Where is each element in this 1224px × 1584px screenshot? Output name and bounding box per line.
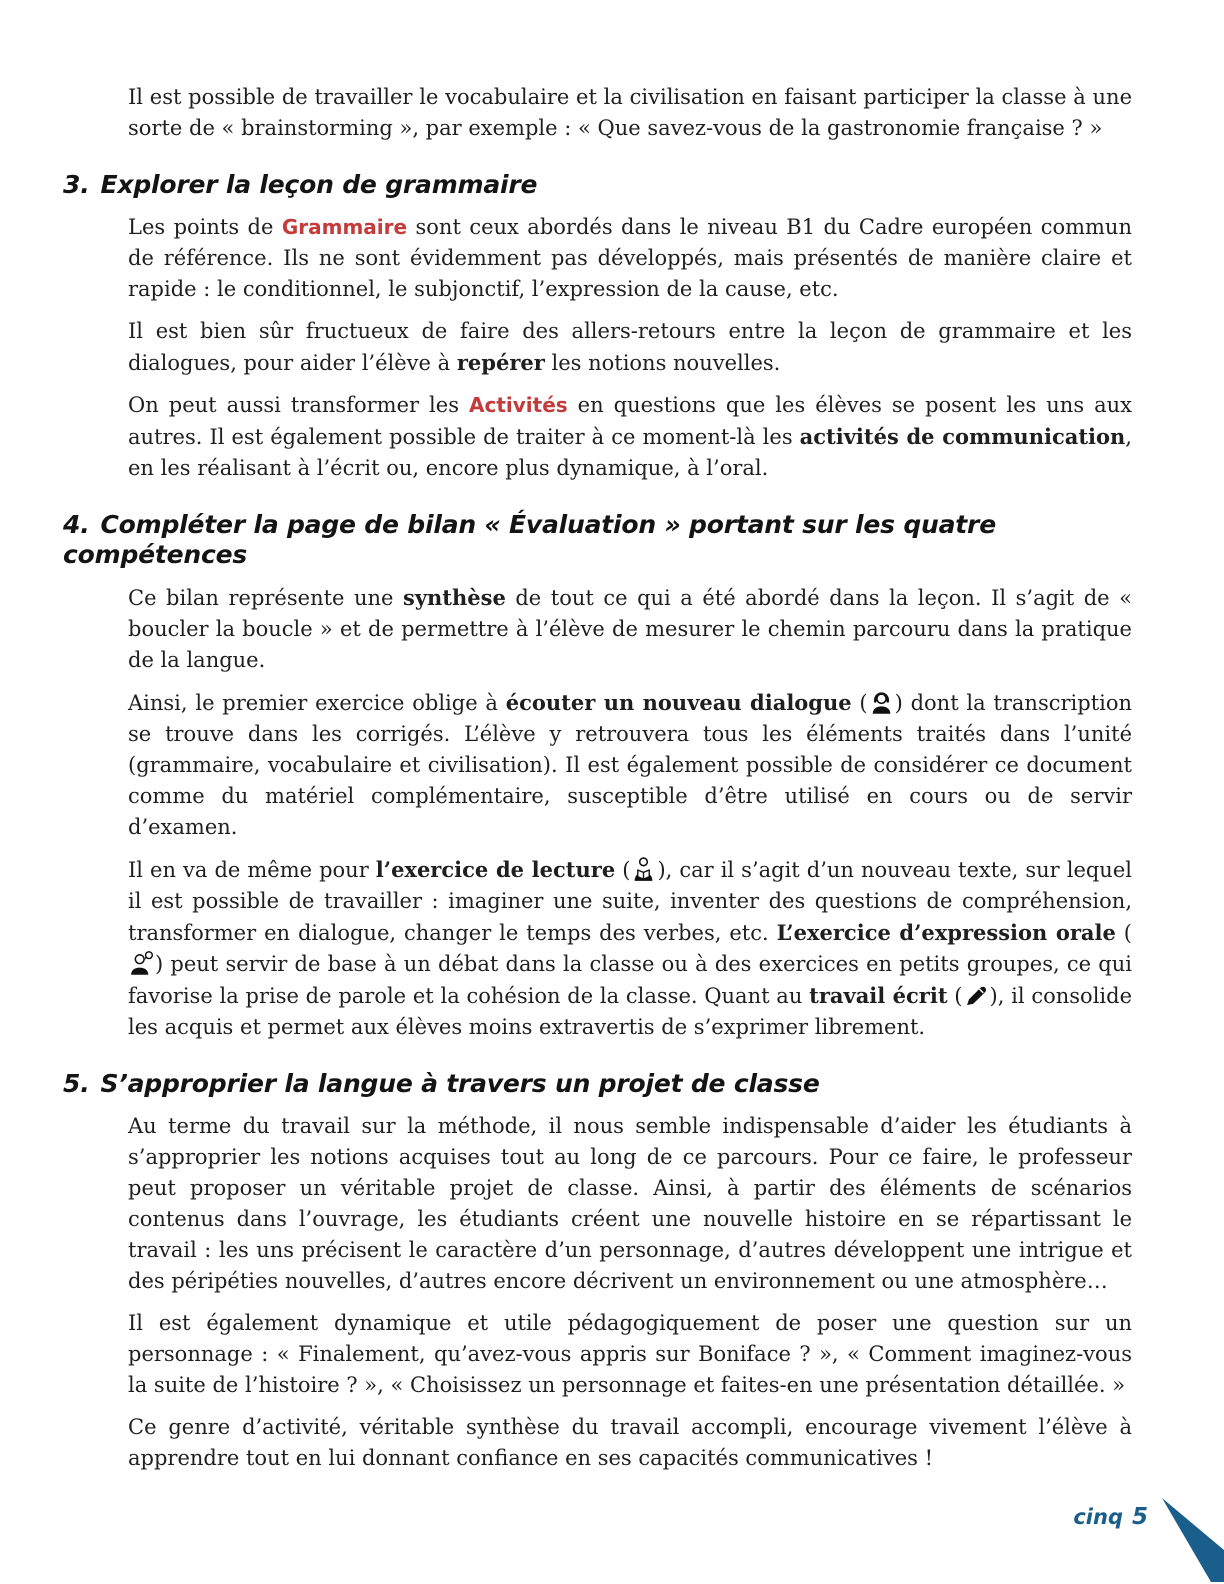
paragraph [128, 1412, 1132, 1474]
text-segment: synthèse [403, 585, 506, 610]
paragraph [128, 390, 1132, 484]
intro-paragraph [128, 82, 1132, 144]
page-content [63, 82, 1133, 1485]
text-segment: Ce bilan représente une [128, 586, 404, 610]
text-segment: de tout ce qui a été abordé dans la leçon. Il s’agit de « boucler la boucle » et de permettre à l’élève de mesurer le chemin parcouru dans la pratique de la langue. [128, 586, 1132, 672]
text-segment: travail écrit [809, 983, 948, 1008]
page-number: 5 [1131, 1504, 1148, 1530]
text-segment: Ainsi, le premier exercice oblige à [128, 691, 506, 715]
text-segment: Activités [468, 393, 568, 417]
text-segment: Il est bien sûr fructueux de faire des allers-retours entre la leçon de grammaire et les dialogues, pour aider l’élève à [128, 319, 1132, 375]
page-footer [1073, 1504, 1148, 1530]
section-heading-5 [63, 1069, 1132, 1099]
text-segment: les notions nouvelles. [544, 351, 781, 375]
text-segment: sont ceux abordés dans le niveau B1 du Cadre européen commun de référence. Ils ne sont évidemment pas développés, mais présentés de manière claire et rapide : le conditionnel, le subjonctif, l’expression de la cause, etc. [128, 215, 1132, 301]
text-segment: en questions que les élèves se posent les uns aux autres. Il est également possible de traiter à ce moment-là les [128, 393, 1132, 449]
text-segment: ( [1115, 921, 1132, 945]
paragraph [128, 1308, 1132, 1401]
paragraph [128, 582, 1132, 676]
text-segment: écouter un nouveau dialogue [505, 690, 852, 715]
text-segment: Au terme du travail sur la méthode, il nous semble indispensable d’aider les étudiants à s’approprier les notions acquises tout au long de ce parcours. Pour ce faire, le professeur peut proposer un véritable projet de classe. Ainsi, à partir des éléments de scénarios contenus dans l’ouvrage, les étudiants créent une nouvelle histoire en se répartissant le travail : les uns précisent le caractère d’un personnage, d’autres développent une intrigue et des péripéties nouvelles, d’autres encore décrivent un environnement ou une atmosphère… [128, 1114, 1132, 1293]
text-segment: Ce genre d’activité, véritable synthèse du travail accompli, encourage vivement l’élève à apprendre tout en lui donnant confiance en ses capacités communicatives ! [128, 1415, 1132, 1470]
text-segment: ) peut servir de base à un débat dans la classe ou à des exercices en petits groupes, ce qui favorise la prise de parole et la cohésion de la classe. Quant au [128, 952, 1132, 1008]
text-segment: , en les réalisant à l’écrit ou, encore plus dynamique, à l’oral. [128, 425, 1132, 480]
section-heading-4 [63, 510, 1132, 570]
section-title: Compléter la page de bilan « Évaluation » portant sur les quatre compétences [63, 510, 996, 569]
text-segment: Il est possible de travailler le vocabulaire et la civilisation en faisant participer la classe à une sorte de « brainstorming », par exemple : « Que savez-vous de la gastronomie française ? » [128, 85, 1132, 140]
section-title: Explorer la leçon de grammaire [100, 170, 538, 199]
corner-ribbon [1155, 1495, 1224, 1584]
text-segment: l’exercice de lecture [375, 857, 616, 882]
text-segment: L’exercice d’expression orale [776, 920, 1116, 945]
writing-icon [963, 982, 990, 1009]
text-segment: ) dont la transcription se trouve dans les corrigés. L’élève y retrouvera tous les éléments traités dans l’unité (grammaire, vocabulaire et civilisation). Il est également possible de considérer ce document comme du matériel complémentaire, susceptible d’être utilisé en cours ou de servir d’examen. [128, 691, 1133, 839]
section-heading-3 [63, 170, 1132, 200]
section-number: 4. [63, 510, 90, 539]
listening-icon [868, 689, 895, 716]
text-segment: repérer [456, 350, 545, 375]
paragraph [128, 854, 1132, 1043]
speaking-icon [128, 950, 155, 977]
section-title: S’approprier la langue à travers un projet de classe [100, 1069, 820, 1098]
text-segment: ( [947, 984, 963, 1008]
text-segment: ( [615, 858, 631, 882]
text-segment: ), car il s’agit d’un nouveau texte, sur lequel il est possible de travailler : imaginer une suite, inventer des questions de compréhension, transformer en dialogue, changer le temps des verbes, etc. [128, 858, 1132, 945]
text-segment: Les points de [128, 215, 282, 239]
paragraph [128, 687, 1132, 843]
text-segment: On peut aussi transformer les [128, 393, 469, 417]
page-number-word: cinq [1073, 1505, 1123, 1529]
paragraph [128, 1111, 1132, 1297]
text-segment: Il en va de même pour [128, 858, 376, 882]
section-number: 3. [63, 170, 90, 199]
text-segment: activités de communication [799, 424, 1126, 449]
text-segment: Grammaire [281, 215, 408, 239]
paragraph [128, 212, 1132, 305]
paragraph [128, 316, 1132, 379]
text-segment: Il est également dynamique et utile pédagogiquement de poser une question sur un personnage : « Finalement, qu’avez-vous appris sur Boniface ? », « Comment imaginez-vous la suite de l’histoire ? », « Choisissez un personnage et faites-en une présentation détaillée. » [128, 1311, 1132, 1397]
text-segment: ( [851, 691, 868, 715]
section-number: 5. [63, 1069, 90, 1098]
reading-icon [630, 856, 657, 883]
text-segment: ), il consolide les acquis et permet aux élèves moins extravertis de s’exprimer librement. [128, 984, 1132, 1039]
